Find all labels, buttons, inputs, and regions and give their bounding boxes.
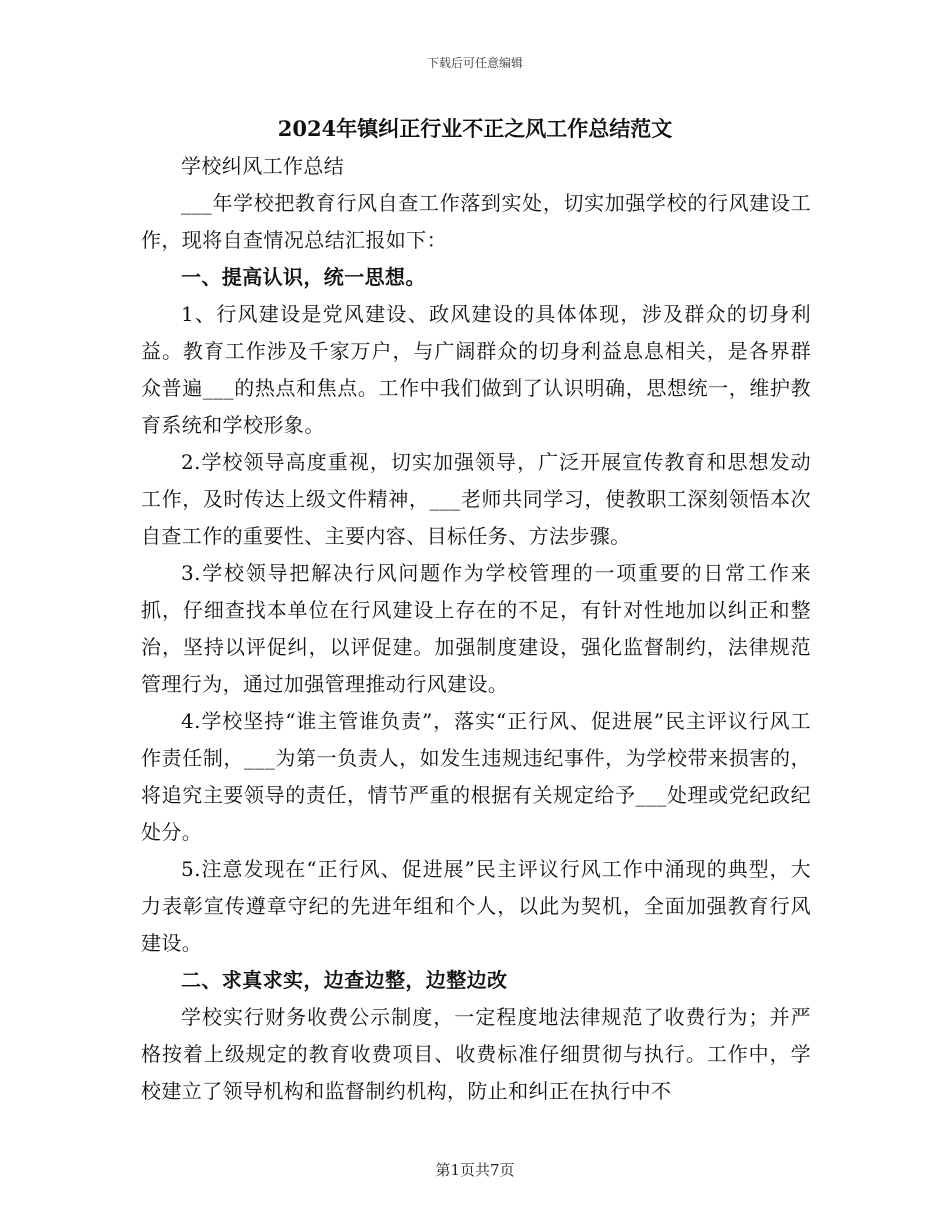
header-note: 下载后可任意编辑 bbox=[426, 56, 523, 70]
paragraph: 学校实行财务收费公示制度，一定程度地法律规范了收费行为；并严格按着上级规定的教育收费项目、收费标准仔细贯彻与执行。工作中，学校建立了领导机构和监督制约机构，防止和纠正在执行中不 bbox=[141, 1005, 811, 1103]
document-body bbox=[141, 148, 811, 1110]
paragraph: 2.学校领导高度重视，切实加强领导，广泛开展宣传教育和思想发动工作，及时传达上级文件精神，___老师共同学习，使教职工深刻领悟本次自查工作的重要性、主要内容、目标任务、方法步骤。 bbox=[141, 450, 811, 548]
paragraph: 1、行风建设是党风建设、政风建设的具体体现，涉及群众的切身利益。教育工作涉及千家万户，与广阔群众的切身利益息息相关，是各界群众普遍___的热点和焦点。工作中我们做到了认识明确，思想统一，维护教育系统和学校形象。 bbox=[141, 302, 811, 437]
paragraph: 5.注意发现在“正行风、促进展”民主评议行风工作中涌现的典型，大力表彰宣传遵章守纪的先进年组和个人，以此为契机，全面加强教育行风建设。 bbox=[141, 857, 811, 955]
section-heading: 二、求真求实，边查边整，边整边改 bbox=[181, 968, 508, 992]
page-number: 第1页共7页 bbox=[435, 1161, 515, 1179]
section-heading: 一、提高认识，统一思想。 bbox=[181, 265, 426, 289]
document-title: 2024年镇纠正行业不正之风工作总结范文 bbox=[277, 116, 673, 141]
paragraph: 学校纠风工作总结 bbox=[181, 154, 345, 178]
paragraph: 4.学校坚持“谁主管谁负责”，落实“正行风、促进展”民主评议行风工作责任制，___为第一负责人，如发生违规违纪事件，为学校带来损害的，将追究主要领导的责任，情节严重的根据有关规定给予___处理或党纪政纪处分。 bbox=[141, 709, 811, 844]
paragraph: ___年学校把教育行风自查工作落到实处，切实加强学校的行风建设工作，现将自查情况总结汇报如下： bbox=[141, 191, 811, 252]
paragraph: 3.学校领导把解决行风问题作为学校管理的一项重要的日常工作来抓，仔细查找本单位在行风建设上存在的不足，有针对性地加以纠正和整治，坚持以评促纠，以评促建。加强制度建设，强化监督制约，法律规范管理行为，通过加强管理推动行风建设。 bbox=[141, 561, 811, 696]
